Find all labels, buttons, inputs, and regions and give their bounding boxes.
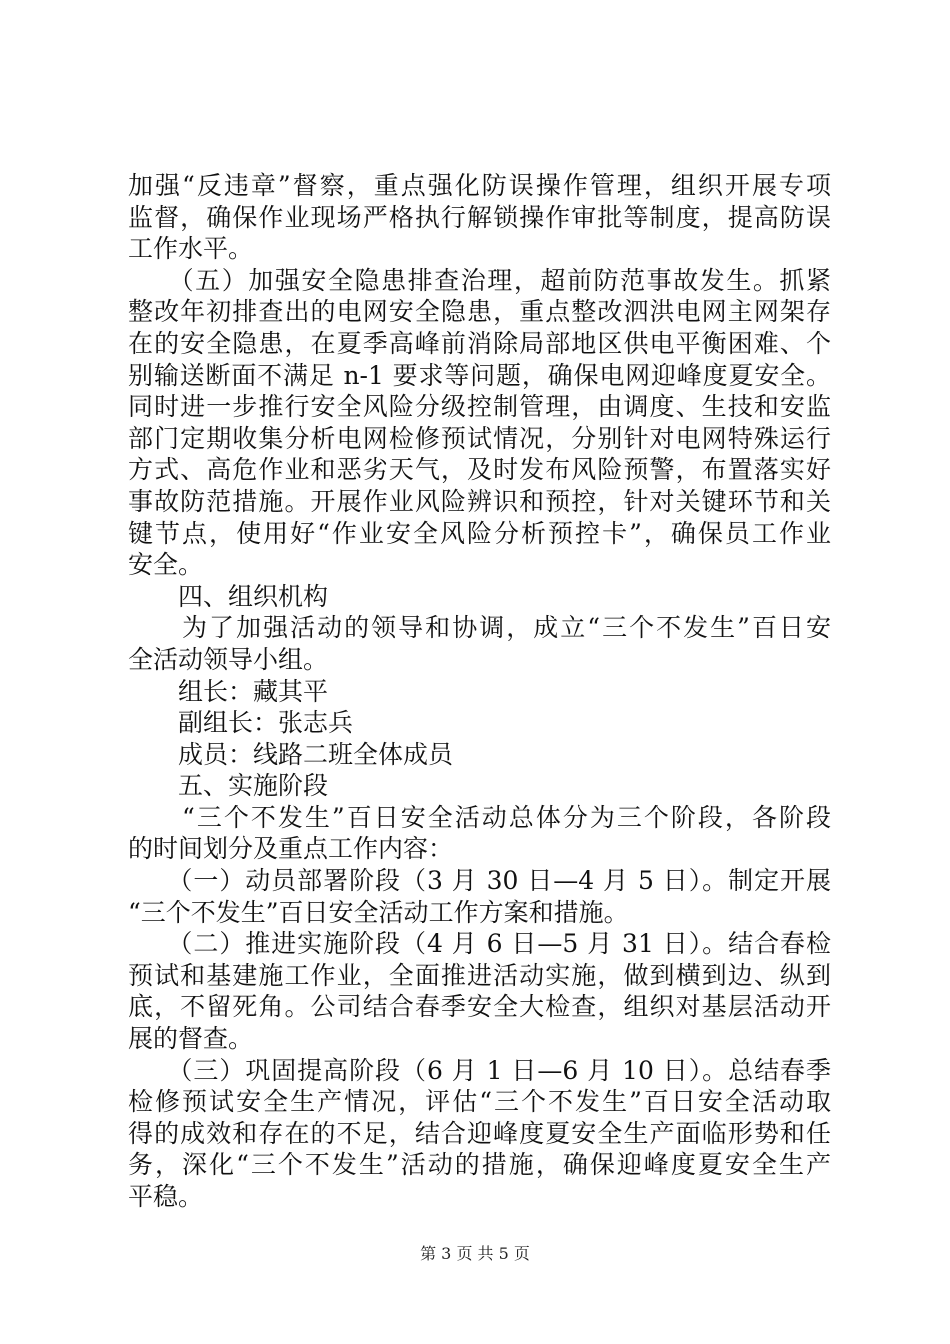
text-line: 方式、高危作业和恶劣天气，及时发布风险预警，布置落实好: [128, 455, 831, 485]
text-line: 加强“反违章”督察，重点强化防误操作管理，组织开展专项: [128, 171, 831, 200]
text-line: “三个不发生”百日安全活动总体分为三个阶段，各阶段: [128, 802, 831, 832]
text-line: 成员：线路二班全体成员: [128, 739, 454, 769]
text-line: 的时间划分及重点工作内容：: [128, 834, 454, 864]
text-line: 展的督查。: [128, 1024, 254, 1054]
text-line: 监督，确保作业现场严格执行解锁操作审批等制度，提高防误: [128, 202, 831, 232]
text-line: 副组长：张志兵: [128, 708, 354, 738]
text-line: 键节点，使用好“作业安全风险分析预控卡”，确保员工作业: [128, 518, 831, 548]
text-line: 得的成效和存在的不足，结合迎峰度夏安全生产面临形势和任: [128, 1118, 831, 1148]
text-line: 务，深化“三个不发生”活动的措施，确保迎峰度夏安全生产: [128, 1150, 831, 1180]
text-line: 为了加强活动的领导和协调，成立“三个不发生”百日安: [128, 613, 831, 643]
text-line: （一）动员部署阶段（3 月 30 日—4 月 5 日）。制定开展: [128, 866, 831, 896]
text-line: 组长：藏其平: [128, 676, 329, 706]
text-line: 安全。: [128, 550, 204, 580]
text-line: 检修预试安全生产情况，评估“三个不发生”百日安全活动取: [128, 1087, 831, 1117]
text-line: 同时进一步推行安全风险分级控制管理，由调度、生技和安监: [128, 392, 831, 422]
text-line: “三个不发生”百日安全活动工作方案和措施。: [128, 897, 629, 927]
text-line: 整改年初排查出的电网安全隐患，重点整改泗洪电网主网架存: [128, 297, 831, 327]
text-line: （三）巩固提高阶段（6 月 1 日—6 月 10 日）。总结春季: [128, 1055, 831, 1085]
document-body: [128, 170, 831, 1213]
text-line: 底，不留死角。公司结合春季安全大检查，组织对基层活动开: [128, 992, 831, 1022]
text-line: （五）加强安全隐患排查治理，超前防范事故发生。抓紧: [128, 265, 831, 295]
text-line: 部门定期收集分析电网检修预试情况，分别针对电网特殊运行: [128, 423, 831, 453]
text-line: （二）推进实施阶段（4 月 6 日—5 月 31 日）。结合春检: [128, 929, 831, 959]
section-heading: 五、实施阶段: [128, 771, 329, 801]
text-line: 事故防范措施。开展作业风险辨识和预控，针对关键环节和关: [128, 486, 831, 516]
text-line: 预试和基建施工作业，全面推进活动实施，做到横到边、纵到: [128, 960, 831, 990]
text-line: 在的安全隐患，在夏季高峰前消除局部地区供电平衡困难、个: [128, 328, 831, 358]
page-footer: 第 3 页 共 5 页: [420, 1244, 530, 1263]
text-line: 工作水平。: [128, 234, 254, 264]
text-line: 全活动领导小组。: [128, 644, 329, 674]
text-line: 平稳。: [128, 1182, 204, 1211]
section-heading: 四、组织机构: [128, 581, 329, 611]
text-line: 别输送断面不满足 n-1 要求等问题，确保电网迎峰度夏安全。: [128, 360, 831, 390]
